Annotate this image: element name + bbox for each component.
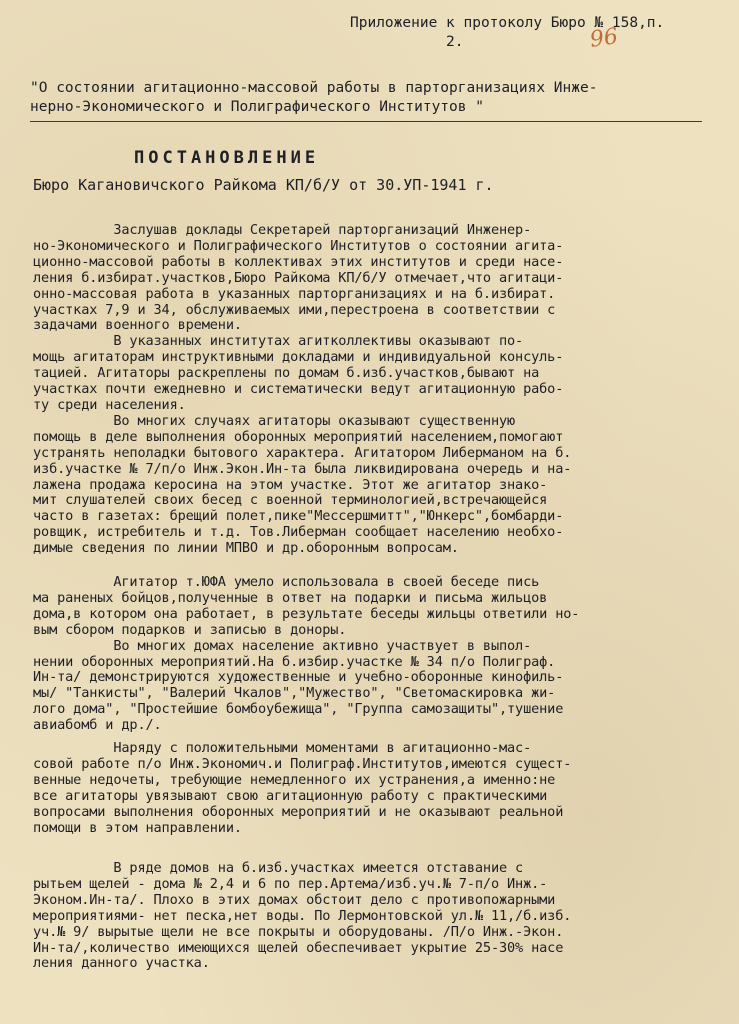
topic-line: "О состоянии агитационно-массовой работы в парторганизациях Инже- — [30, 80, 598, 96]
attachment-line: Приложение к протоколу Бюро № 158,п. — [350, 15, 665, 31]
text-line: ционно-массовой работы в коллективах этих институтов и среди насе- — [33, 253, 564, 270]
text-line: В ряде домов на б.изб.участках имеется отставание с — [33, 860, 524, 876]
text-line: мероприятиями- нет песка,нет воды. По Лермонтовской ул.№ 11,/б.изб. — [33, 907, 572, 924]
text-line: Во многих домах население активно участвует в выпол- — [33, 637, 532, 654]
text-line: нении оборонных мероприятий.На б.избир.участке № 34 п/о Полиграф. — [33, 653, 556, 670]
text-line: мощь агитаторам инструктивными докладами и индивидуальной консуль- — [33, 349, 564, 366]
text-line: помощь в деле выполнения оборонных мероприятий населением,помогают — [33, 428, 564, 445]
text-line: мы/ "Танкисты", "Валерий Чкалов","Мужество", "Светомаскировка жи- — [33, 685, 556, 702]
text-line: изб.участке № 7/п/о Инж.Экон.Ин-та была ликвидирована очередь и на- — [33, 460, 572, 477]
topic-line: нерно-Экономического и Полиграфического Институтов " — [30, 99, 484, 115]
text-line: вым сбором подарков и записью в доноры. — [33, 621, 347, 638]
text-line: лого дома", "Простейшие бомбоубежища", "Группа самозащиты",тушение — [33, 701, 564, 718]
text-line: Заслушав доклады Секретарей парторганизаций Инженер- — [33, 222, 532, 238]
text-line: помощи в этом направлении. — [33, 819, 242, 836]
text-line: задачами военного времени. — [33, 317, 242, 334]
text-line: Эконом.Ин-та/. Плохо в этих домах обстоит дело с противопожарными — [33, 891, 556, 908]
text-line: ту среди населения. — [33, 396, 186, 413]
text-line: Наряду с положительными моментами в агитационно-мас- — [33, 740, 532, 756]
text-line: вопросами выполнения оборонных мероприятий и не оказывают реальной — [33, 803, 564, 820]
text-line: лажена продажа керосина на этом участке. Этот же агитатор знако- — [33, 476, 548, 493]
text-line: ления данного участка. — [33, 955, 210, 972]
text-line: ма раненых бойцов,полученные в ответ на подарки и письма жильцов — [33, 589, 548, 606]
text-line: дома,в котором она работает, в результате беседы жильцы ответили но- — [33, 605, 580, 622]
divider-line — [30, 121, 702, 122]
text-line: участках почти ежедневно и систематически ведут агитационную рабо- — [33, 381, 564, 398]
text-line: Во многих случаях агитаторы оказывают существенную — [33, 412, 516, 429]
text-line: часто в газетах: брещий полет,пике"Мессершмитт","Юнкерс",бомбарди- — [33, 508, 564, 525]
text-line: устранять неполадки бытового характера. Агитатором Либерманом на б. — [33, 444, 572, 461]
attachment-note — [350, 14, 730, 52]
text-line: участках 7,9 и 34, обслуживаемых ими,перестроена в соответствии с — [33, 301, 556, 318]
text-line: тацией. Агитаторы раскреплены по домам б.изб.участков,бывают на — [33, 365, 540, 382]
body-paragraph — [33, 223, 733, 557]
text-line: но-Экономического и Полиграфического Институтов о состоянии агита- — [33, 237, 564, 254]
text-line: все агитаторы увязывают свою агитационную работу с практическими — [33, 787, 548, 804]
text-line: В указанных институтах агитколлективы оказывают по- — [33, 333, 524, 350]
text-line: димые сведения по линии МПВО и др.оборонным вопросам. — [33, 540, 459, 557]
text-line: венные недочеты, требующие немедленного их устранения,а именно:не — [33, 771, 556, 788]
handwritten-page-number: 96 — [588, 24, 620, 53]
attachment-line: 2. — [350, 34, 464, 50]
text-line: Агитатор т.ЮФА умело использовала в своей беседе пись — [33, 574, 540, 590]
text-line: рытьем щелей - дома № 2,4 и 6 по пер.Артема/изб.уч.№ 7-п/о Инж.- — [33, 875, 548, 892]
text-line: авиабомб и др./. — [33, 717, 162, 734]
text-line: мит слушателей своих бесед с военной терминологией,встречающейся — [33, 492, 548, 509]
document-topic — [30, 79, 720, 117]
text-line: ления б.избират.участков,Бюро Райкома КП/б/У отмечает,что агитаци- — [33, 269, 564, 286]
body-paragraph — [33, 741, 733, 836]
text-line: совой работе п/о Инж.Экономич.и Полиграф.Институтов,имеются сущест- — [33, 755, 572, 772]
text-line: Ин-та/ демонстрируются художественные и учебно-оборонные кинофиль- — [33, 669, 564, 686]
document-subheading: Бюро Кагановичского Райкома КП/б/У от 30.УП-1941 г. — [33, 176, 494, 194]
text-line: онно-массовая работа в указанных парторганизациях и на б.избират. — [33, 285, 556, 302]
body-paragraph — [33, 575, 733, 734]
body-paragraph — [33, 861, 733, 972]
text-line: Ин-та/,количество имеющихся щелей обеспечивает укрытие 25-30% насе — [33, 939, 564, 956]
document-heading: ПОСТАНОВЛЕНИЕ — [134, 148, 320, 168]
text-line: ровщик, истребитель и т.д. Тов.Либерман сообщает населению необхо- — [33, 524, 564, 541]
text-line: уч.№ 9/ вырытые щели не все покрыты и оборудованы. /П/о Инж.-Экон. — [33, 923, 564, 940]
